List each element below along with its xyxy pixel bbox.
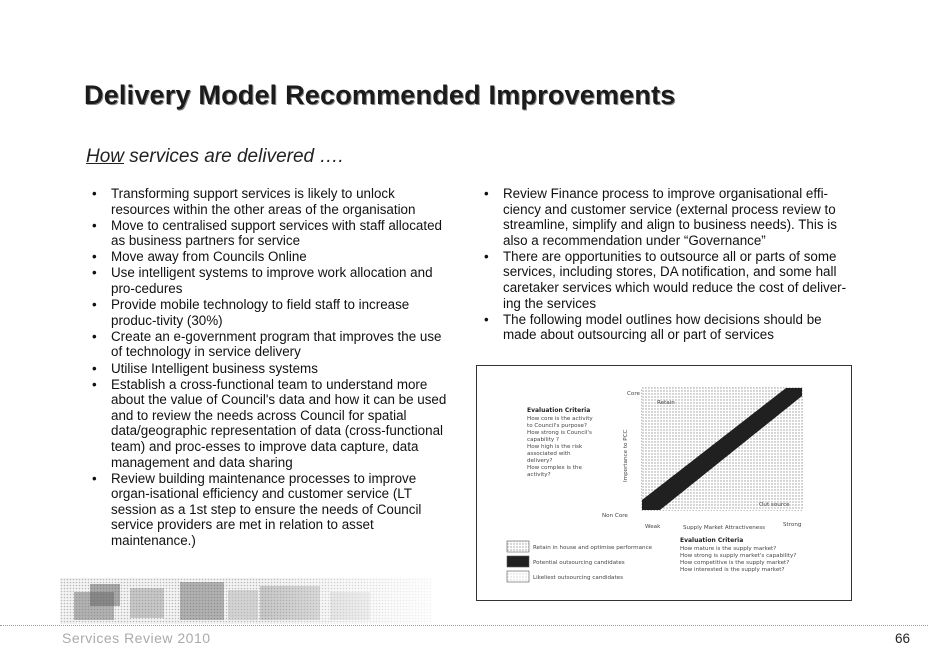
page-title: Delivery Model Recommended Improvements xyxy=(84,80,676,110)
right-bullet-list xyxy=(476,186,854,343)
outsourcing-model-diagram xyxy=(476,365,852,601)
legend-swatch-retain xyxy=(507,541,529,552)
x-axis-label: Supply Market Attractiveness xyxy=(683,525,766,531)
list-item: • Move to centralised support services with staff allocated as business partners for service xyxy=(92,217,442,249)
criteria-line: How high is the risk xyxy=(527,444,583,450)
list-item: • Review building maintenance processes to improve organ-isational efficiency and customer service (LT session as a 1st step to ensure the needs of Council service providers are met in relation to asset maintenance.) xyxy=(92,470,422,549)
list-item: • Provide mobile technology to field staff to increase produc-tivity (30%) xyxy=(92,297,410,328)
legend-swatch-potential xyxy=(507,556,529,567)
left-evaluation-criteria xyxy=(527,407,593,478)
criteria-line: How strong is Council's xyxy=(527,430,592,436)
footer-title: Services Review 2010 xyxy=(62,630,211,646)
criteria-line: associated with xyxy=(527,451,571,457)
model-legend xyxy=(507,541,653,582)
legend-label: Retain in house and optimise performance xyxy=(533,545,653,551)
left-criteria-title: Evaluation Criteria xyxy=(527,407,591,414)
list-item: • Create an e-government program that improves the use of technology in service delivery xyxy=(92,328,442,360)
y-axis-bottom-label: Non Core xyxy=(602,513,628,519)
subtitle-rest: services are delivered …. xyxy=(124,146,344,167)
y-axis-label: Importance to PCC xyxy=(623,429,629,482)
left-bullet-list xyxy=(84,186,454,549)
criteria-line: activity? xyxy=(527,472,551,478)
page-subtitle xyxy=(86,146,344,168)
list-item: • There are opportunities to outsource all or parts of some services, including stores, DA notification, and some hall caretaker services which would reduce the cost of deliver-ing the services xyxy=(484,248,847,311)
list-item: • Transforming support services is likely to unlock resources within the other areas of the organisation xyxy=(92,186,416,217)
bottom-evaluation-criteria xyxy=(680,537,796,573)
bottom-criteria-title: Evaluation Criteria xyxy=(680,537,744,544)
footer-divider xyxy=(0,625,928,626)
x-axis-right-label: Strong xyxy=(783,522,802,528)
subtitle-underlined: How xyxy=(86,146,125,167)
criteria-line: to Council's purpose? xyxy=(527,423,587,429)
x-axis-left-label: Weak xyxy=(645,524,661,530)
criteria-line: delivery? xyxy=(527,458,553,464)
list-item: • Move away from Councils Online xyxy=(92,249,307,265)
list-item: • Use intelligent systems to improve work allocation and pro-cedures xyxy=(92,265,433,297)
criteria-line: How competitive is the supply market? xyxy=(680,560,790,566)
criteria-line: How complex is the xyxy=(527,465,582,471)
legend-swatch-likeliest xyxy=(507,571,529,582)
criteria-line: How strong is supply market's capability? xyxy=(680,553,797,559)
criteria-line: capability ? xyxy=(527,437,559,443)
legend-label: Potential outsourcing candidates xyxy=(533,560,625,566)
legend-label: Likeliest outsourcing candidates xyxy=(533,575,623,581)
criteria-line: How mature is the supply market? xyxy=(680,546,777,552)
list-item: • Establish a cross-functional team to understand more about the value of Council's data and how it can be used and to review the needs across Council for spatial data/geographic representation of data (cross-functional team) and proc-esses to improve data capture, data management and data sharing xyxy=(92,376,447,470)
footer-photo-collage xyxy=(60,578,432,624)
list-item: • The following model outlines how decisions should be made about outsourcing all or part of services xyxy=(484,311,822,343)
criteria-line: How core is the activity xyxy=(527,416,593,422)
page-number: 66 xyxy=(894,631,910,646)
region-retain-label: Retain xyxy=(657,400,675,406)
list-item: • Review Finance process to improve organisational effi-ciency and customer service (external process review to streamline, simplify and align to business needs). This is also a recommendation under “Governance” xyxy=(484,186,837,248)
region-outsource-label: Out source xyxy=(759,502,790,508)
matrix-plot xyxy=(602,388,802,531)
list-item: • Utilise Intelligent business systems xyxy=(92,360,318,376)
criteria-line: How interested is the supply market? xyxy=(680,567,785,573)
y-axis-top-label: Core xyxy=(627,391,640,397)
